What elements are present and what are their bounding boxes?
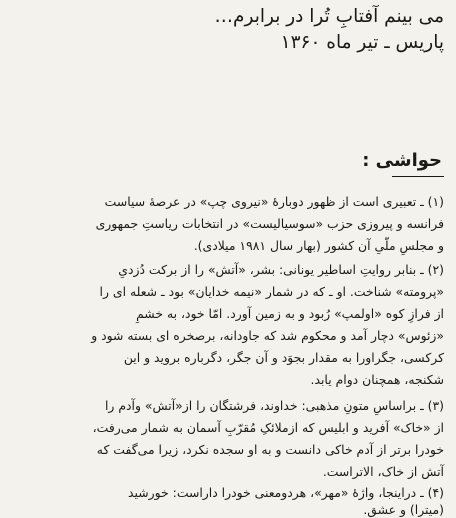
note-line: (۱) ـ تعبیری است از ظهور دوبارهٔ «نیروی چپ» در عرصهٔ سیاست: [104, 194, 444, 209]
note-line: «پرومته» شناخت. او ـ که در شمار «نیمه خدایان» بود ـ شعله ای را: [99, 284, 444, 299]
note-line: و مجلسِ ملّیِ آن کشور (بهار سال ۱۹۸۱ میلادی).: [193, 238, 444, 253]
note-line: آتش از خاک، الاتراست.: [322, 464, 444, 479]
notes-heading: حواشی :: [362, 150, 442, 171]
note-line: خودرا برتر از آدم خاکی دانست و به او سجده نکرد، زیرا می‌گفت که: [96, 442, 444, 457]
note-line: فرانسه و پیروزی حزب «سوسیالیست» در انتخابات ریاستِ جمهوری: [95, 216, 444, 231]
note-line: شکنجه، همچنان دوام یابد.: [310, 372, 444, 387]
poem-line: می بینم آفتابِ تُرا در برابرم…: [214, 6, 444, 27]
note-line: «زئوس» دچار آمد و محکوم شد که جاودانه، برصخره ای بسته شود و: [91, 328, 444, 343]
note-line: (۴) ـ دراینجا، واژهٔ «مهر»، هردومعنی خودرا داراست: خورشید: [128, 485, 444, 500]
note-line: (۲) ـ بنابر روایتِ اساطیر یونانی: بشر، «آتش» را از برکت دُزدیِ: [118, 262, 444, 277]
note-line: (۳) ـ براساسِ متونِ مذهبی: خداوند، فرشتگان را از«آتش» وآدم را: [104, 398, 444, 413]
note-line: کرکسی، جگراورا به مقدار بجوَد و آن جگر، دگرباره بروید و این: [123, 350, 444, 365]
note-line: (میترا) و عشق.: [363, 502, 444, 517]
heading-underline: [392, 176, 444, 177]
note-line: از فرازِ کوه «اولمپ» رُبود و به زمین آورد. امّا خود، به خشمِ: [136, 306, 444, 321]
note-line: از «خاک» آفرید و ابلیس که ازملائکِ مُقرّبِ آسمان به شمار می‌رفت،: [92, 420, 444, 435]
poem-signature: پاریس ـ تیر ماه ۱۳۶۰: [280, 32, 444, 53]
